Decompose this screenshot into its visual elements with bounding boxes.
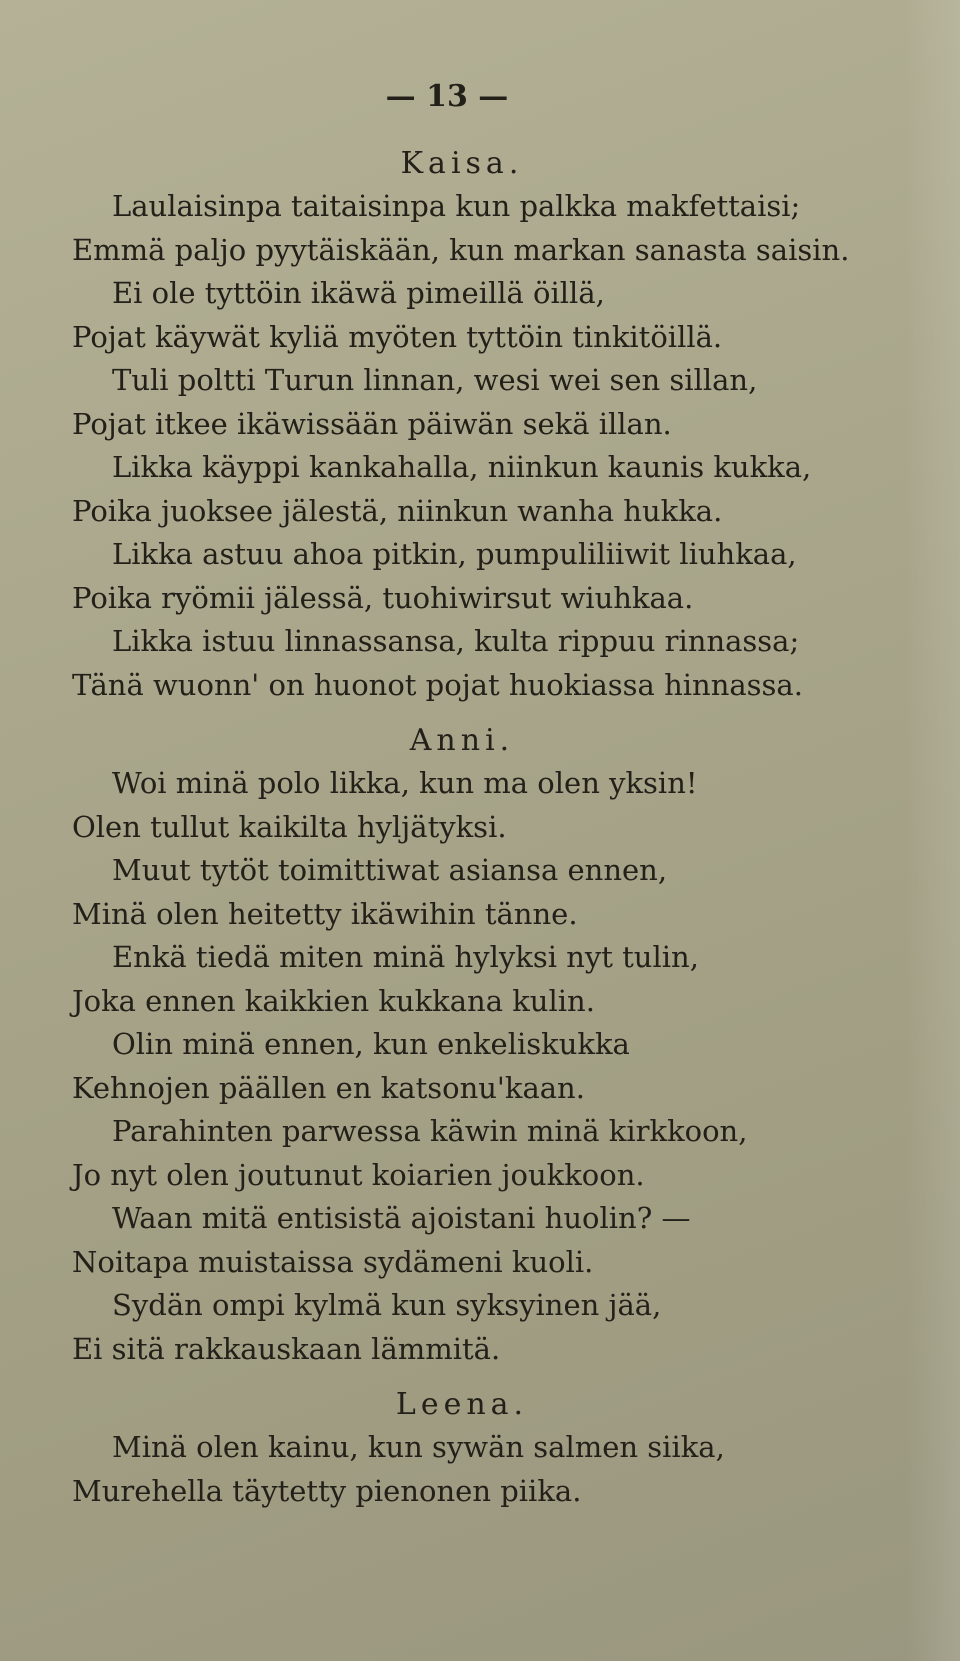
verse-line: Minä olen kainu, kun sywän salmen siika, xyxy=(112,1430,725,1464)
verse-line: Ei ole tyttöin ikäwä pimeillä öillä, xyxy=(112,276,605,310)
verse-line: Minä olen heitetty ikäwihin tänne. xyxy=(72,896,578,931)
verse-line: Olen tullut kaikilta hyljätyksi. xyxy=(72,809,507,844)
verse-line: Woi minä polo likka, kun ma olen yksin! xyxy=(112,766,698,800)
verse-line: Joka ennen kaikkien kukkana kulin. xyxy=(72,983,595,1018)
speaker-name: Kaisa. xyxy=(400,146,524,181)
speaker-name: Anni. xyxy=(409,723,515,758)
verse-line: Poika ryömii jälessä, tuohiwirsut wiuhkaa. xyxy=(72,580,694,615)
speaker-name: Leena. xyxy=(395,1387,529,1422)
verse-line: Laulaisinpa taitaisinpa kun palkka makfettaisi; xyxy=(112,189,801,223)
verse-line: Murehella täytetty pienonen piika. xyxy=(72,1473,582,1508)
verse-line: Pojat käywät kyliä myöten tyttöin tinkitöillä. xyxy=(72,319,723,354)
verse-line: Tuli poltti Turun linnan, wesi wei sen sillan, xyxy=(112,363,758,397)
verse-line: Kehnojen päällen en katsonu'kaan. xyxy=(72,1070,585,1105)
verse-line: Jo nyt olen joutunut koiarien joukkoon. xyxy=(72,1157,645,1192)
verse-line: Likka käyppi kankahalla, niinkun kaunis kukka, xyxy=(112,450,812,484)
verse-line: Pojat itkee ikäwissään päiwän sekä illan. xyxy=(72,406,672,441)
verse-line: Likka istuu linnassansa, kulta rippuu rinnassa; xyxy=(112,624,800,658)
verse-line: Ei sitä rakkauskaan lämmitä. xyxy=(72,1331,501,1366)
verse-line: Parahinten parwessa käwin minä kirkkoon, xyxy=(112,1114,748,1148)
verse-line: Muut tytöt toimittiwat asiansa ennen, xyxy=(112,853,668,887)
section-leena xyxy=(72,1383,892,1513)
section-anni xyxy=(72,719,892,1371)
verse-line: Waan mitä entisistä ajoistani huolin? — xyxy=(112,1201,691,1235)
verse-line: Emmä paljo pyytäiskään, kun markan sanasta saisin. xyxy=(72,232,850,267)
verse-line: Sydän ompi kylmä kun syksyinen jää, xyxy=(112,1288,662,1322)
verse-line: Poika juoksee jälestä, niinkun wanha hukka. xyxy=(72,493,723,528)
page-content xyxy=(72,72,892,1513)
verse-line: Enkä tiedä miten minä hylyksi nyt tulin, xyxy=(112,940,699,974)
verse-line: Likka astuu ahoa pitkin, pumpuliliiwit liuhkaa, xyxy=(112,537,797,571)
verse-line: Tänä wuonn' on huonot pojat huokiassa hinnassa. xyxy=(72,667,803,702)
page-number: — 13 — xyxy=(385,79,509,114)
verse-line: Noitapa muistaissa sydämeni kuoli. xyxy=(72,1244,594,1279)
verse-line: Olin minä ennen, kun enkeliskukka xyxy=(112,1027,630,1061)
section-kaisa xyxy=(72,142,892,707)
